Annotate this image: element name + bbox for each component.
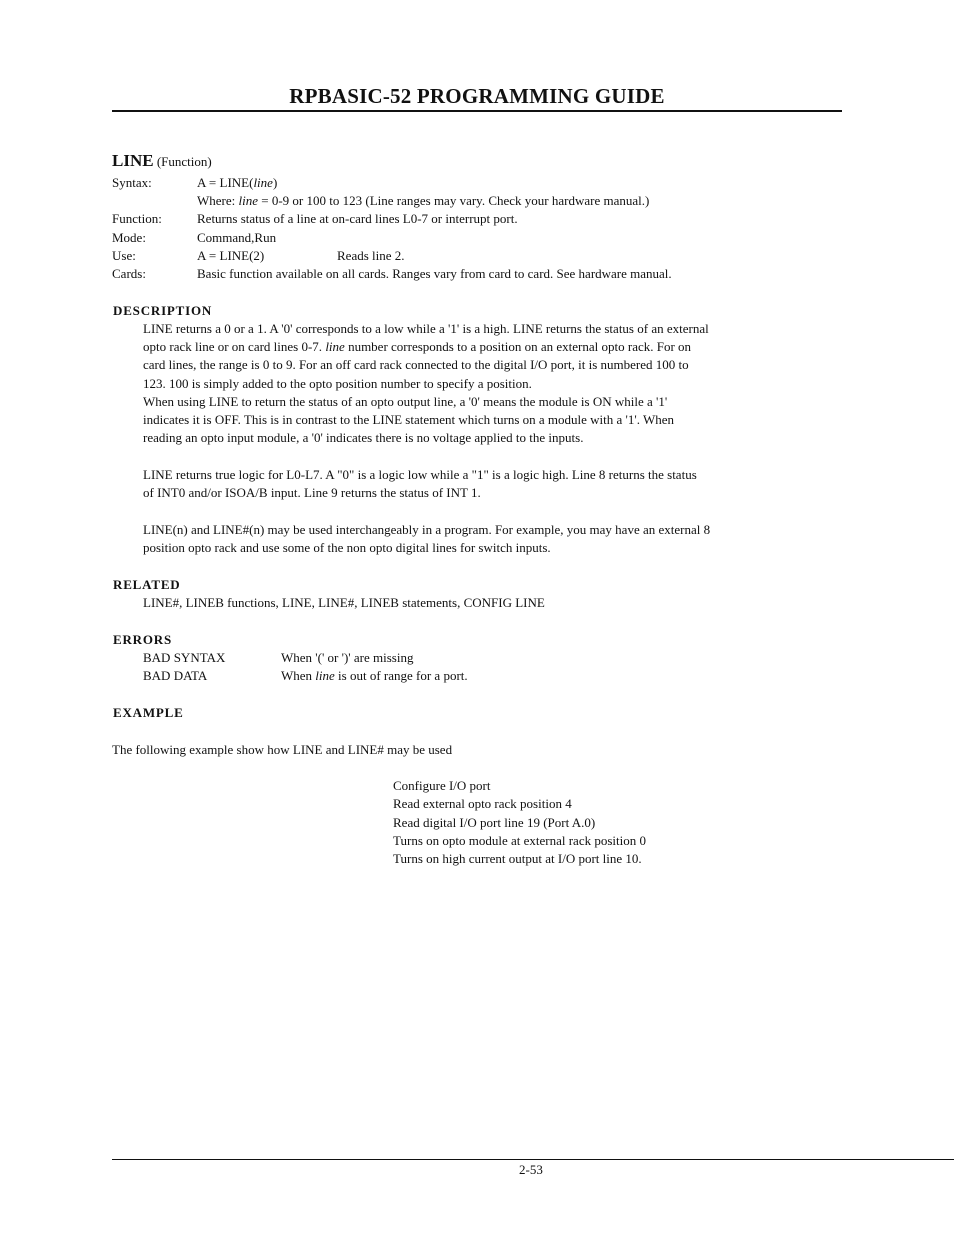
example-intro: The following example show how LINE and LINE# may be used	[112, 742, 453, 757]
function-label: Function:	[112, 211, 162, 226]
use-comment: Reads line 2.	[337, 248, 405, 263]
description-paragraph-3: LINE(n) and LINE#(n) may be used interchangeably in a program. For example, you may have an external 8 position opto rack and use some of the non opto digital lines for switch inputs.	[143, 522, 711, 556]
example-comment: Read external opto rack position 4	[393, 796, 572, 811]
function-kind: (Function)	[156, 154, 212, 169]
mode-value: Command,Run	[197, 230, 277, 245]
function-value: Returns status of a line at on-card lines L0-7 or interrupt port.	[197, 211, 518, 226]
function-heading	[112, 151, 212, 171]
error-code: BAD SYNTAX	[143, 650, 226, 665]
syntax-value: A = LINE(line)	[197, 175, 278, 190]
error-code: BAD DATA	[143, 668, 208, 683]
example-heading: EXAMPLE	[113, 705, 184, 720]
function-name: LINE	[112, 151, 154, 170]
footer-divider	[112, 1159, 954, 1160]
related-heading: RELATED	[113, 577, 181, 592]
use-label: Use:	[112, 248, 136, 263]
error-description: When line is out of range for a port.	[281, 668, 468, 683]
page-title: RPBASIC-52 PROGRAMMING GUIDE	[289, 84, 665, 108]
example-comment: Read digital I/O port line 19 (Port A.0)	[393, 815, 596, 830]
description-heading: DESCRIPTION	[113, 303, 213, 318]
use-value: A = LINE(2)	[197, 248, 265, 263]
cards-label: Cards:	[112, 266, 146, 281]
related-text: LINE#, LINEB functions, LINE, LINE#, LINEB statements, CONFIG LINE	[143, 595, 545, 610]
syntax-label: Syntax:	[112, 175, 152, 190]
errors-heading: ERRORS	[113, 632, 172, 647]
description-paragraph-2: LINE returns true logic for L0-L7. A "0" is a logic low while a "1" is a logic high. Line 8 returns the status of INT0 and/or ISOA/B input. Line 9 returns the status of INT 1.	[143, 467, 697, 501]
error-description: When '(' or ')' are missing	[281, 650, 414, 665]
mode-label: Mode:	[112, 230, 146, 245]
description-paragraph-1: LINE returns a 0 or a 1. A '0' corresponds to a low while a '1' is a high. LINE returns the status of an external opto rack line or on card lines 0-7. line number corresponds to a position on an external opto rack. For on card lines, the range is 0 to 9. For an off card rack connected to the digital I/O port, it is numbered 100 to 123. 100 is simply added to the opto position number to specify a position. When using LINE to return the status of an opto output line, a '0' means the module is ON while a '1' indicates it is OFF. This is in contrast to the LINE statement which turns on a module with a '1'. When reading an opto input module, a '0' indicates there is no voltage applied to the inputs.	[143, 321, 709, 446]
example-comment: Turns on opto module at external rack position 0	[393, 833, 646, 848]
example-comment: Configure I/O port	[393, 778, 491, 793]
syntax-where: Where: line = 0-9 or 100 to 123 (Line ranges may vary. Check your hardware manual.)	[197, 193, 650, 208]
example-comment: Turns on high current output at I/O port line 10.	[393, 851, 642, 866]
page-number: 2-53	[519, 1162, 543, 1177]
title-divider	[112, 110, 842, 112]
cards-value: Basic function available on all cards. Ranges vary from card to card. See hardware manual.	[197, 266, 672, 281]
